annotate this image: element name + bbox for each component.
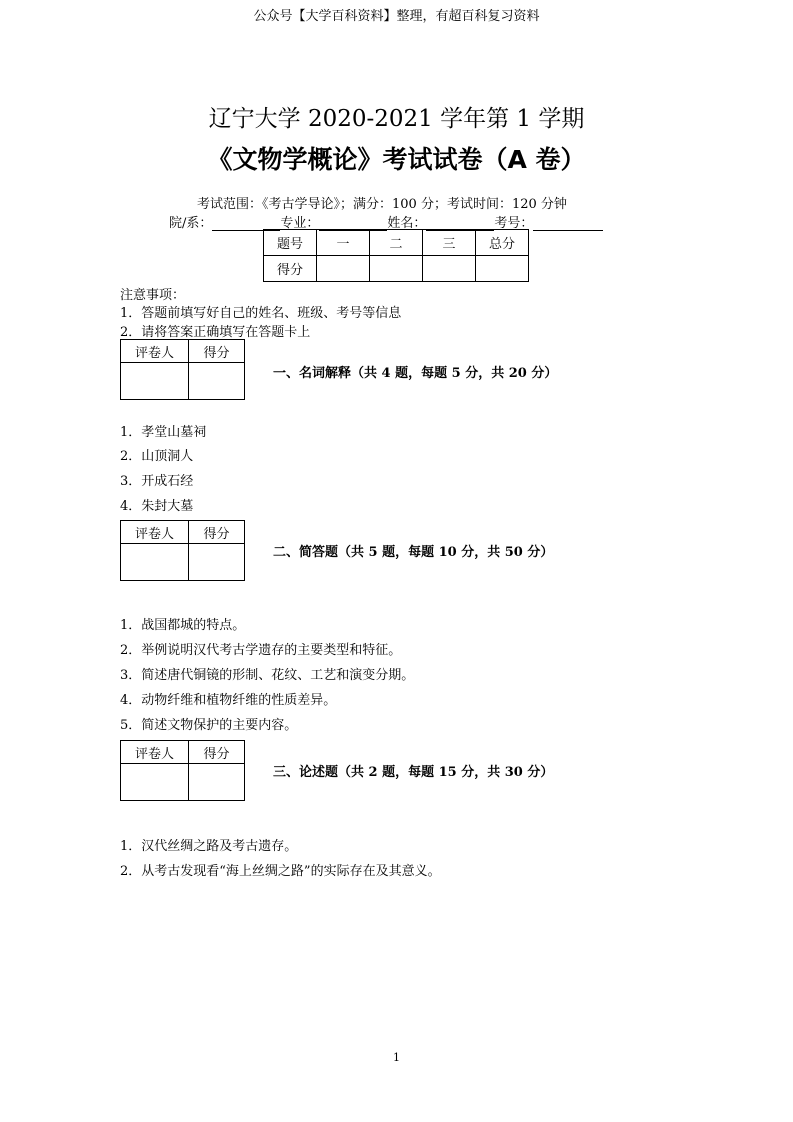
score-cell[interactable] — [189, 764, 245, 801]
section-title: 三、论述题（共 2 题，每题 15 分，共 30 分） — [273, 765, 554, 780]
question: 4．朱封大墓 — [120, 499, 194, 514]
score-label: 得分 — [189, 741, 245, 764]
dept-label: 院/系： — [169, 216, 213, 231]
score-cell[interactable] — [189, 363, 245, 400]
section-title: 一、名词解释（共 4 题，每题 5 分，共 20 分） — [273, 366, 558, 381]
grader-table — [120, 339, 245, 400]
grader-table — [120, 520, 245, 581]
exam-info: 考试范围：《考古学导论》；满分：100 分；考试时间：120 分钟 — [197, 197, 567, 212]
id-label: 考号： — [494, 216, 534, 231]
question: 1．孝堂山墓祠 — [120, 425, 207, 440]
score-table — [263, 229, 529, 282]
score-header: 总分 — [476, 230, 529, 256]
major-label: 专业： — [280, 216, 320, 231]
question: 3．简述唐代铜镜的形制、花纹、工艺和演变分期。 — [120, 668, 415, 683]
page-number: 1 — [393, 1051, 400, 1064]
question: 3．开成石经 — [120, 474, 194, 489]
grader-cell[interactable] — [121, 363, 189, 400]
grader-label: 评卷人 — [121, 741, 189, 764]
score-label: 得分 — [189, 521, 245, 544]
score-header: 一 — [317, 230, 370, 256]
name-label: 姓名： — [387, 216, 427, 231]
note-item: 2．请将答案正确填写在答题卡上 — [120, 325, 311, 340]
id-field[interactable] — [533, 216, 603, 231]
grader-cell[interactable] — [121, 544, 189, 581]
score-cell[interactable] — [317, 256, 370, 282]
notes-title: 注意事项： — [120, 288, 186, 303]
score-row-label: 得分 — [264, 256, 317, 282]
title-exam: 《文物学概论》考试试卷（A 卷） — [207, 145, 586, 174]
question: 5．简述文物保护的主要内容。 — [120, 718, 298, 733]
grader-cell[interactable] — [121, 764, 189, 801]
grader-label: 评卷人 — [121, 340, 189, 363]
grader-table — [120, 740, 245, 801]
score-header: 题号 — [264, 230, 317, 256]
score-header: 二 — [370, 230, 423, 256]
note-item: 1．答题前填写好自己的姓名、班级、考号等信息 — [120, 306, 402, 321]
score-cell[interactable] — [423, 256, 476, 282]
question: 2．山顶洞人 — [120, 449, 194, 464]
header-note: 公众号【大学百科资料】整理，有超百科复习资料 — [253, 9, 540, 24]
section-title: 二、简答题（共 5 题，每题 10 分，共 50 分） — [273, 545, 554, 560]
question: 2．举例说明汉代考古学遗存的主要类型和特征。 — [120, 643, 402, 658]
score-cell[interactable] — [189, 544, 245, 581]
score-label: 得分 — [189, 340, 245, 363]
question: 1．汉代丝绸之路及考古遗存。 — [120, 839, 298, 854]
title-term: 辽宁大学 2020-2021 学年第 1 学期 — [208, 106, 585, 132]
question: 4．动物纤维和植物纤维的性质差异。 — [120, 693, 337, 708]
score-cell[interactable] — [476, 256, 529, 282]
grader-label: 评卷人 — [121, 521, 189, 544]
score-header: 三 — [423, 230, 476, 256]
question: 2．从考古发现看“海上丝绸之路”的实际存在及其意义。 — [120, 864, 441, 879]
score-cell[interactable] — [370, 256, 423, 282]
question: 1．战国都城的特点。 — [120, 618, 246, 633]
